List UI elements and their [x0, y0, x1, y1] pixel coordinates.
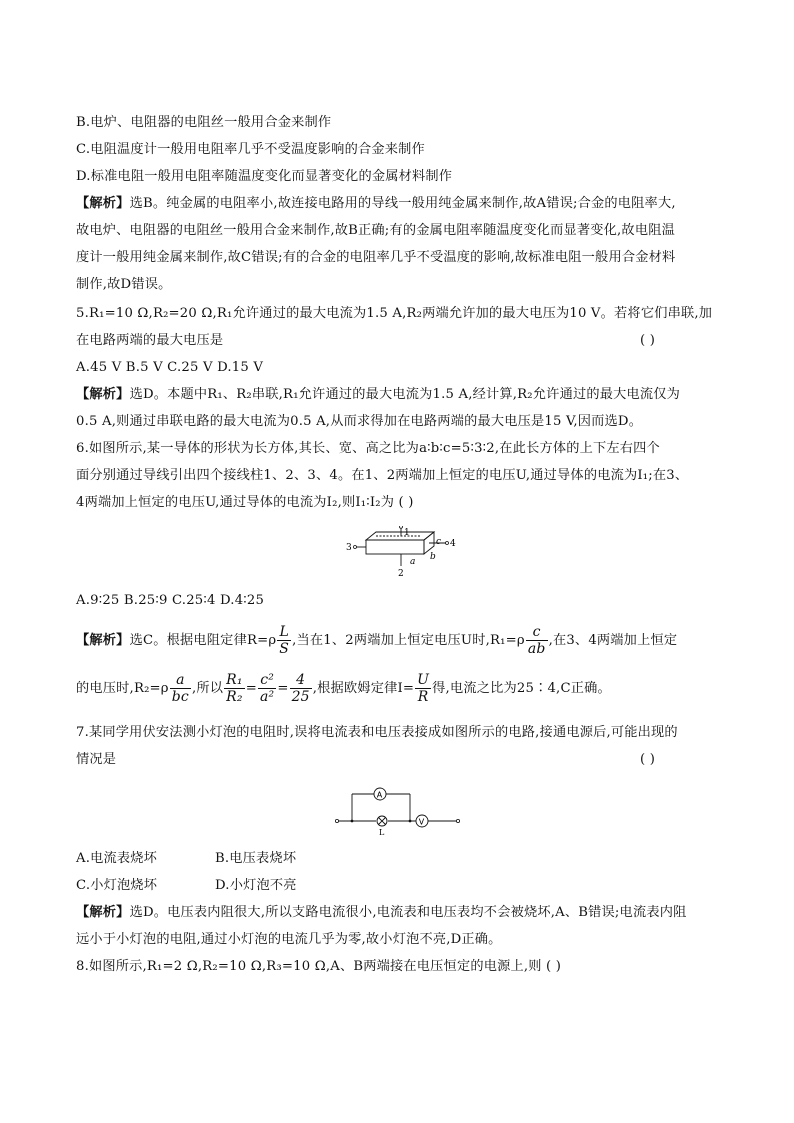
analysis-5-line-2: 0.5 A,则通过串联电路的最大电流为0.5 A,从而求得加在电路两端的最大电压是15 V,因而选D。: [76, 414, 643, 429]
voltmeter-icon: V: [418, 817, 425, 827]
cuboid-figure: [340, 526, 460, 580]
question-7-option-d: D.小灯泡不亮: [215, 878, 297, 893]
fraction-c2-over-a2: $\frac{\text{c²}}{\text{a²}}$: [259, 672, 275, 705]
question-7-line-2: 情况是: [76, 752, 117, 767]
fraction-4-over-25: $\frac{4}{25}$: [291, 672, 310, 705]
fraction-a-over-bc: $\frac{a}{bc}$: [171, 672, 189, 705]
ammeter-icon: A: [376, 790, 383, 800]
terminal-4-label: 4: [450, 539, 456, 549]
analysis-tag: 【解析】: [76, 387, 130, 402]
question-5-line-2: 在电路两端的最大电压是: [76, 333, 224, 348]
fraction-c-over-ab: $\frac{c}{ab}$: [527, 624, 546, 657]
question-6-line-2: 面分别通过导线引出四个接线柱1、2、3、4。在1、2两端加上恒定的电压U,通过导体的电流为I₁;在3、: [76, 468, 689, 483]
question-5-options: A.45 V B.5 V C.25 V D.15 V: [76, 360, 264, 375]
edge-a-label: a: [410, 557, 416, 567]
question-7-line-1: 7.某同学用伏安法测小灯泡的电阻时,误将电流表和电压表接成如图所示的电路,接通电源后,可能出现的: [76, 725, 678, 740]
terminal-1-label: 1: [404, 528, 410, 538]
terminal-3-label: 3: [346, 543, 352, 553]
answer-paren: ( ): [640, 333, 656, 348]
analysis-4-line-3: 度计一般用纯金属来制作,故C错误;有的合金的电阻率几乎不受温度的影响,故标准电阻一般用合金材料: [76, 250, 676, 265]
analysis-4-line-1: 【解析】选B。纯金属的电阻率小,故连接电路用的导线一般用纯金属来制作,故A错误;合金的电阻率大,: [76, 196, 676, 211]
option-d-text: D.标准电阻一般用电阻率随温度变化而显著变化的金属材料制作: [76, 169, 453, 184]
fraction-l-over-s: $\frac{L}{S}$: [279, 624, 290, 657]
question-5-line-1: 5.R₁=10 Ω,R₂=20 Ω,R₁允许通过的最大电流为1.5 A,R₂两端允许加的最大电压为10 V。若将它们串联,加: [76, 306, 713, 321]
analysis-4-line-4: 制作,故D错误。: [76, 277, 172, 292]
fraction-u-over-r: $\frac{U}{R}$: [417, 672, 430, 705]
edge-c-label: c: [436, 537, 442, 547]
option-b-text: B.电炉、电阻器的电阻丝一般用合金来制作: [76, 115, 332, 130]
question-6-line-3: 4两端加上恒定的电压U,通过导体的电流为I₂,则I₁∶I₂为 ( ): [76, 495, 414, 510]
analysis-6-line-2: 的电压时,R₂=ρ $\frac{a}{bc}$ ,所以 $\frac{\text{R₁}}{\text{R₂}}$ = $\frac{\text{c²}}{\text{a²}}$ = $\frac{4}{25}$ ,根据欧姆定律I= $\frac{U}{R}$ 得,电流之比为25∶4,C正确。: [76, 672, 611, 705]
analysis-6-line-1: 【解析】选C。根据电阻定律R=ρ $\frac{L}{S}$ ,当在1、2两端加上恒定电压U时,R₁=ρ $\frac{c}{ab}$ ,在3、4两端加上恒定: [76, 624, 678, 657]
analysis-7-line-1: 【解析】选D。电压表内阻很大,所以支路电流很小,电流表和电压表均不会被烧坏,A、B错误;电流表内阻: [76, 905, 687, 920]
analysis-4-line-2: 故电炉、电阻器的电阻丝一般用合金来制作,故B正确;有的金属电阻率随温度变化而显著变化,故电阻温: [76, 223, 675, 238]
question-7-option-c: C.小灯泡烧坏: [76, 878, 158, 893]
lamp-label: L: [379, 828, 385, 836]
fraction-r1-over-r2: $\frac{\text{R₁}}{\text{R₂}}$: [226, 672, 243, 705]
question-8-line-1: 8.如图所示,R₁=2 Ω,R₂=10 Ω,R₃=10 Ω,A、B两端接在电压恒定的电源上,则 ( ): [76, 959, 562, 974]
analysis-5-line-1: 【解析】选D。本题中R₁、R₂串联,R₁允许通过的最大电流为1.5 A,经计算,R₂允许通过的最大电流仅为: [76, 387, 681, 402]
analysis-tag: 【解析】: [76, 633, 130, 648]
question-7-option-b: B.电压表烧坏: [215, 851, 297, 866]
analysis-tag: 【解析】: [76, 905, 130, 920]
question-6-options: A.9∶25 B.25∶9 C.25∶4 D.4∶25: [76, 593, 265, 608]
answer-paren: ( ): [640, 752, 656, 767]
analysis-7-line-2: 远小于小灯泡的电阻,通过小灯泡的电流几乎为零,故小灯泡不亮,D正确。: [76, 932, 502, 947]
question-6-line-1: 6.如图所示,某一导体的形状为长方体,其长、宽、高之比为a∶b∶c=5∶3∶2,在此长方体的上下左右四个: [76, 441, 660, 456]
question-7-option-a: A.电流表烧坏: [76, 851, 158, 866]
edge-b-label: b: [430, 552, 436, 562]
circuit-figure: [332, 780, 464, 836]
option-c-text: C.电阻温度计一般用电阻率几乎不受温度影响的合金来制作: [76, 142, 425, 157]
analysis-tag: 【解析】: [76, 196, 130, 211]
terminal-2-label: 2: [398, 569, 404, 579]
